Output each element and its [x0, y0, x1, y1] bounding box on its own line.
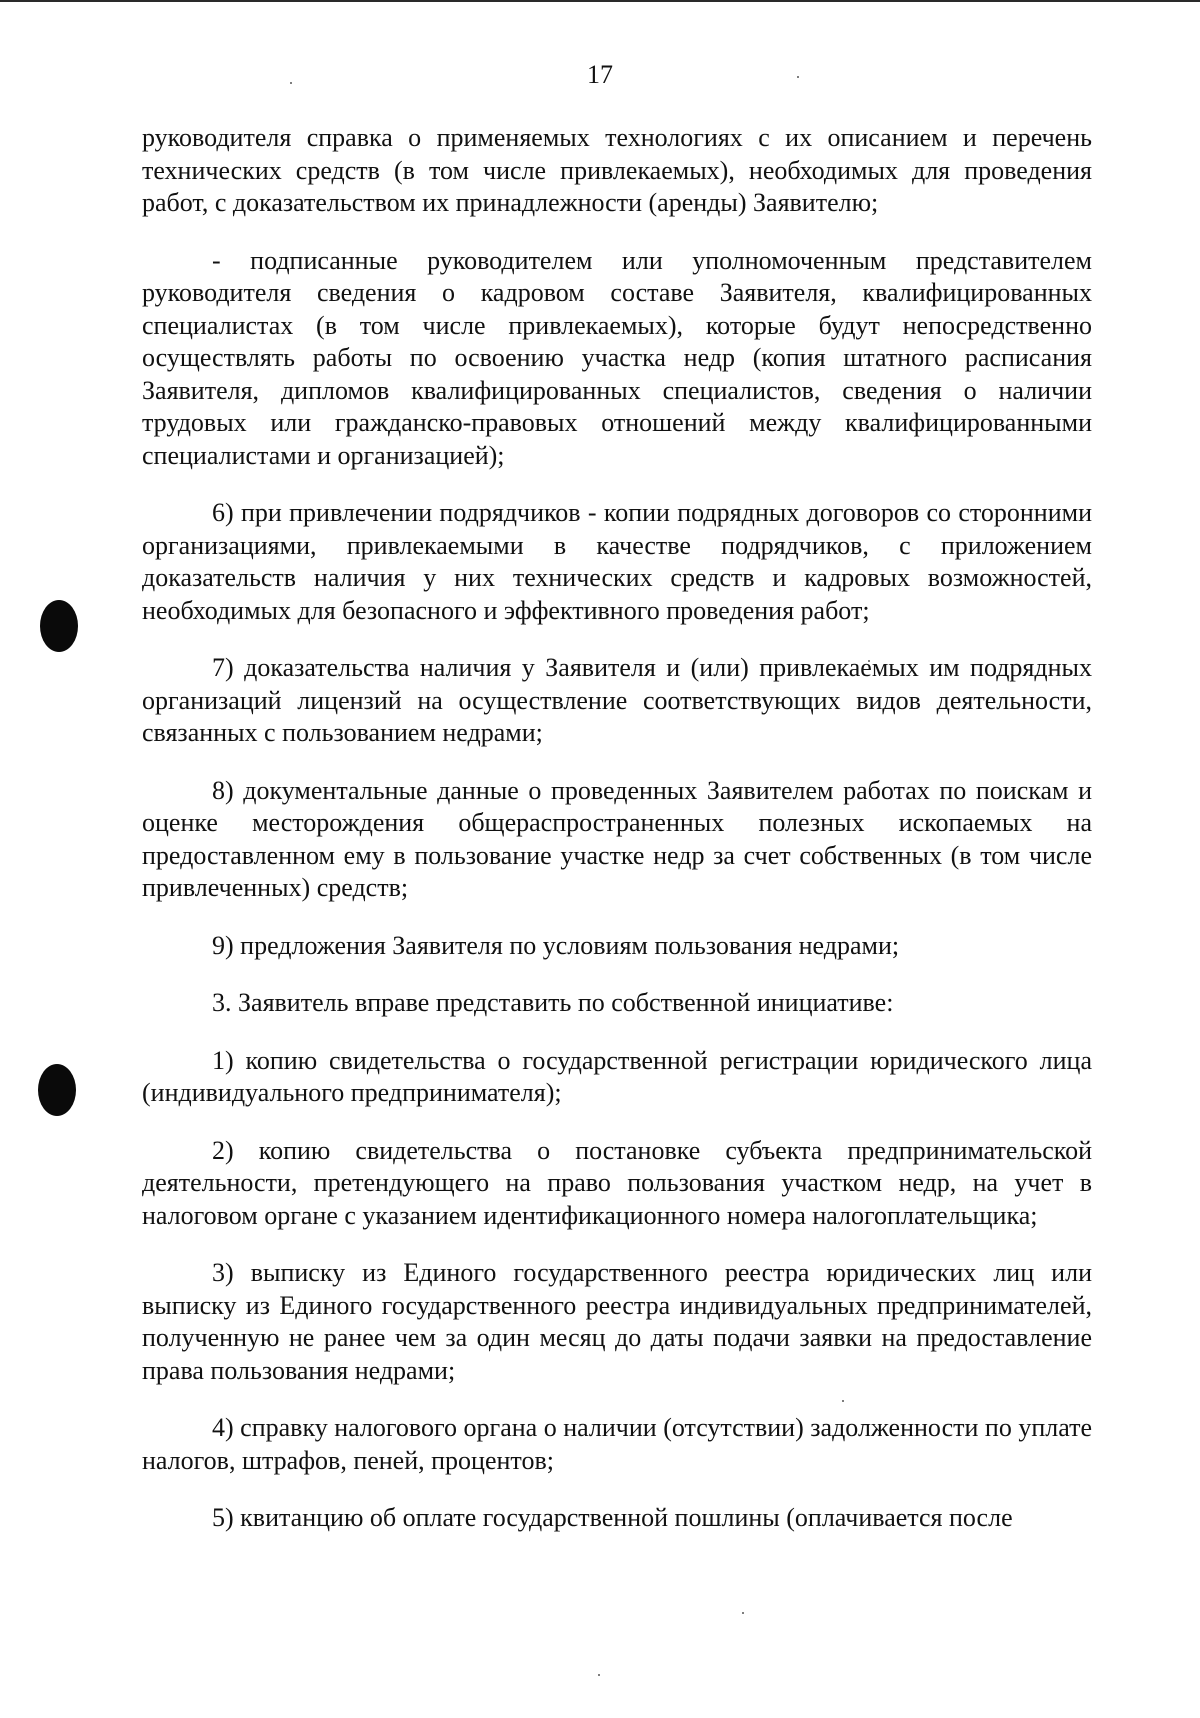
paragraph-item-8: 8) документальные данные о проведенных Заявителем работах по поискам и оценке месторождения общераспространенных полезных ископаемых на предоставленном ему в пользование участке недр за счет собственных (в том числе привлеченных) средств; [142, 775, 1092, 902]
punch-hole [40, 600, 78, 652]
scan-speck [797, 76, 799, 78]
paragraph-item-7: 7) доказательства наличия у Заявителя и (или) привлекаемых им подрядных организаций лицензий на осуществление соответствующих видов деятельности, связанных с пользованием недрами; [142, 653, 1092, 747]
scan-speck [598, 1674, 600, 1676]
document-body [142, 122, 1092, 1535]
scan-speck [742, 1612, 744, 1614]
scan-speck [290, 82, 292, 84]
paragraph-sub-2: 2) копию свидетельства о постановке субъекта предпринимательской деятельности, претендующего на право пользования участком недр, на учет в налоговом органе с указанием идентификационного номера налогоплательщика; [142, 1135, 1092, 1230]
paragraph-item-6: 6) при привлечении подрядчиков - копии подрядных договоров со сторонними организациями, привлекаемыми в качестве подрядчиков, с приложением доказательств наличия у них технических средств и кадровых возможностей, необходимых для безопасного и эффективного проведения работ; [142, 498, 1092, 625]
page-number: 17 [587, 60, 613, 89]
scan-top-edge [0, 0, 1200, 2]
paragraph-technologies: руководителя справка о применяемых технологиях с их описанием и перечень технических средств (в том числе привлекаемых), необходимых для проведения работ, с доказательством их принадлежности (аренды) Заявителю; [142, 123, 1092, 217]
paragraph-item-9: 9) предложения Заявителя по условиям пользования недрами; [212, 930, 900, 960]
paragraph-sub-1: 1) копию свидетельства о государственной регистрации юридического лица (индивидуального предпринимателя); [142, 1045, 1092, 1107]
paragraph-sub-5: 5) квитанцию об оплате государственной пошлины (оплачивается после [212, 1503, 1013, 1532]
paragraph-sub-3: 3) выписку из Единого государственного реестра юридических лиц или выписку из Единого государственного реестра индивидуальных предпринимателей, полученную не ранее чем за один месяц до даты подачи заявки на предоставление права пользования недрами; [142, 1258, 1092, 1385]
punch-hole [38, 1064, 76, 1116]
paragraph-section-3: 3. Заявитель вправе представить по собственной инициативе: [212, 988, 894, 1017]
paragraph-staff: - подписанные руководителем или уполномоченным представителем руководителя сведения о кадровом составе Заявителя, квалифицированных специалистах (в том числе привлекаемых), которые будут непосредственно осуществлять работы по освоению участка недр (копия штатного расписания Заявителя, дипломов квалифицированных специалистов, сведения о наличии трудовых или гражданско-правовых отношений между квалифицированными специалистами и организацией); [142, 245, 1092, 470]
paragraph-sub-4: 4) справку налогового органа о наличии (отсутствии) задолженности по уплате налогов, штрафов, пеней, процентов; [142, 1413, 1092, 1475]
